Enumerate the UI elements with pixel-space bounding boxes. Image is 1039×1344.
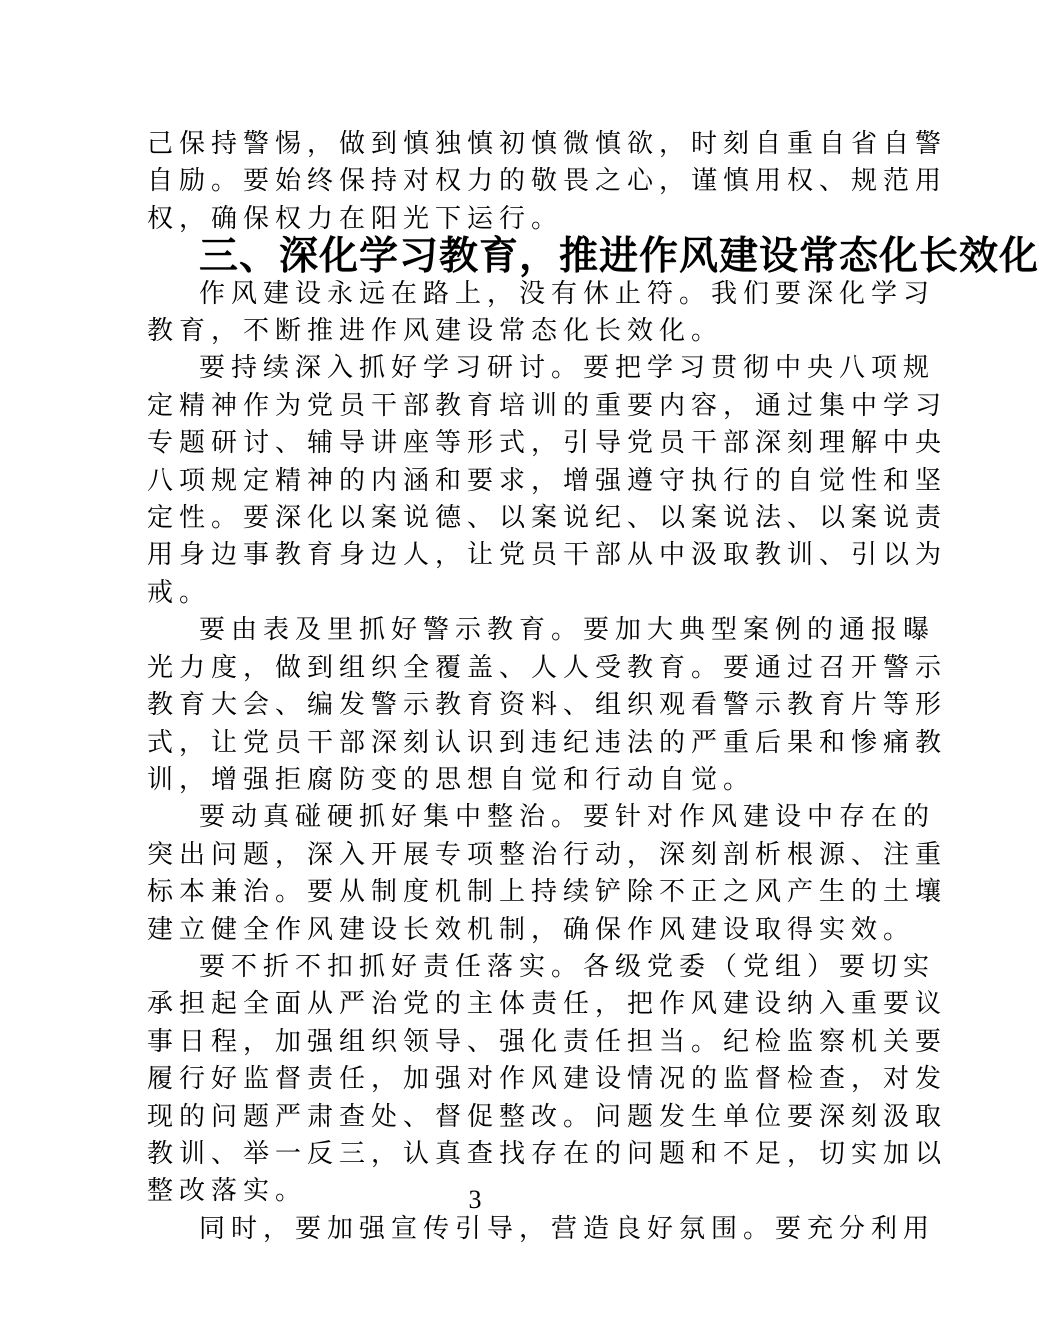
page-number: 3 <box>468 1185 482 1214</box>
text-line: 定性。要深化以案说德、以案说纪、以案说法、以案说责 <box>147 503 948 534</box>
text-line: 要不折不扣抓好责任落实。各级党委（党组）要切实 <box>199 951 936 982</box>
paragraph-responsibility <box>147 949 948 1211</box>
text-line: 现的问题严肃查处、督促整改。问题发生单位要深刻汲取 <box>147 1101 948 1132</box>
text-line: 定精神作为党员干部教育培训的重要内容，通过集中学习 <box>147 390 948 421</box>
text-line: 专题研讨、辅导讲座等形式，引导党员干部深刻理解中央 <box>147 428 948 459</box>
text-line: 承担起全面从严治党的主体责任，把作风建设纳入重要议 <box>147 989 948 1020</box>
text-line: 己保持警惕，做到慎独慎初慎微慎欲，时刻自重自省自警 <box>147 129 948 159</box>
text-line: 训，增强拒腐防变的思想自觉和行动自觉。 <box>147 764 756 795</box>
text-line: 教育大会、编发警示教育资料、组织观看警示教育片等形 <box>147 690 948 721</box>
paragraph-warning <box>147 612 948 799</box>
text-line: 标本兼治。要从制度机制上持续铲除不正之风产生的土壤 <box>147 877 948 908</box>
text-line: 整改落实。 <box>147 1176 308 1207</box>
paragraph-rectify <box>147 799 948 949</box>
text-line: 教训、举一反三，认真查找存在的问题和不足，切实加以 <box>147 1138 948 1169</box>
text-line: 自励。要始终保持对权力的敬畏之心，谨慎用权、规范用 <box>147 166 948 197</box>
text-line: 作风建设永远在路上，没有休止符。我们要深化学习 <box>199 278 936 309</box>
text-line: 履行好监督责任，加强对作风建设情况的监督检查，对发 <box>147 1064 948 1095</box>
text-line: 八项规定精神的内涵和要求，增强遵守执行的自觉性和坚 <box>147 465 948 496</box>
text-line: 要动真碰硬抓好集中整治。要针对作风建设中存在的 <box>199 802 936 833</box>
paragraph-intro <box>147 276 936 351</box>
text-line: 突出问题，深入开展专项整治行动，深刻剖析根源、注重 <box>147 839 948 870</box>
text-line: 教育，不断推进作风建设常态化长效化。 <box>147 316 724 347</box>
paragraph-study <box>147 350 948 612</box>
text-line: 要持续深入抓好学习研讨。要把学习贯彻中央八项规 <box>199 353 936 384</box>
text-line: 要由表及里抓好警示教育。要加大典型案例的通报曝 <box>199 615 936 646</box>
paragraph-continuation <box>147 126 948 238</box>
text-line: 戒。 <box>147 577 212 608</box>
section-heading: 三、深化学习教育，推进作风建设常态化长效化 <box>199 234 1039 280</box>
text-line: 用身边事教育身边人，让党员干部从中汲取教训、引以为 <box>147 540 948 571</box>
text-line: 权，确保权力在阳光下运行。 <box>147 203 564 234</box>
page-content <box>147 126 1039 1248</box>
text-line: 同时，要加强宣传引导，营造良好氛围。要充分利用 <box>199 1213 936 1244</box>
text-line: 式，让党员干部深刻认识到违纪违法的严重后果和惨痛教 <box>147 727 948 758</box>
text-line: 事日程，加强组织领导、强化责任担当。纪检监察机关要 <box>147 1026 948 1057</box>
text-line: 光力度，做到组织全覆盖、人人受教育。要通过召开警示 <box>147 652 948 683</box>
paragraph-publicity <box>147 1211 936 1248</box>
text-line: 建立健全作风建设长效机制，确保作风建设取得实效。 <box>147 914 916 945</box>
